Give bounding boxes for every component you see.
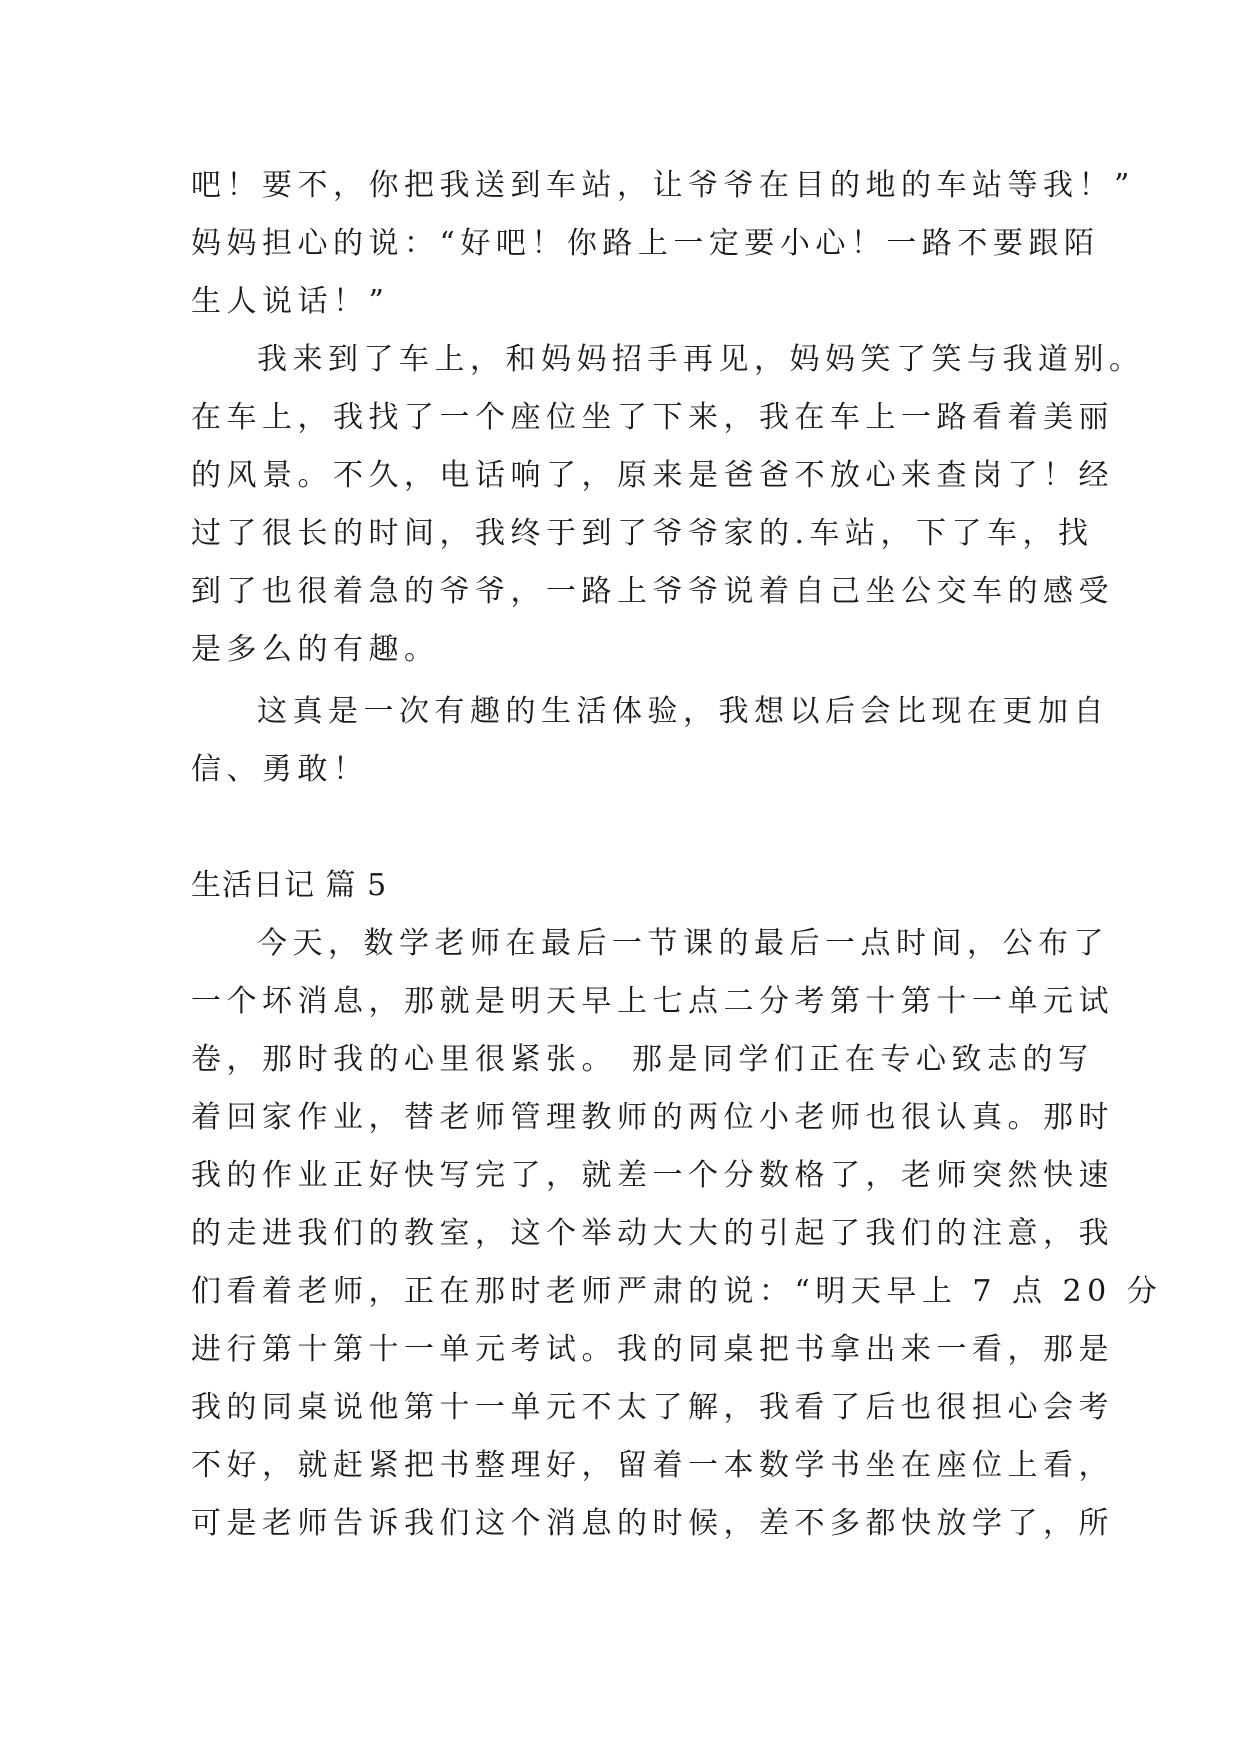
text-line: 生人说话！” — [191, 284, 390, 319]
text-line: 妈妈担心的说：“好吧！你路上一定要小心！一路不要跟陌 — [191, 226, 1100, 261]
text-line: 一个坏消息，那就是明天早上七点二分考第十第十一单元试 — [191, 984, 1114, 1019]
paragraph-conclusion — [191, 683, 1109, 799]
text-line: 不好，就赶紧把书整理好，留着一本数学书坐在座位上看， — [191, 1448, 1114, 1483]
text-line: 在车上，我找了一个座位坐了下来，我在车上一路看着美丽 — [191, 400, 1114, 435]
text-line: 着回家作业，替老师管理教师的两位小老师也很认真。那时 — [191, 1100, 1114, 1135]
text-line: 可是老师告诉我们这个消息的时候，差不多都快放学了，所 — [191, 1506, 1114, 1541]
text-line: 卷，那时我的心里很紧张。 那是同学们正在专心致志的写 — [191, 1042, 1094, 1077]
paragraph-continuation — [191, 157, 1135, 331]
text-line: 是多么的有趣。 — [191, 632, 440, 667]
text-line: 的走进我们的教室，这个举动大大的引起了我们的注意，我 — [191, 1216, 1114, 1251]
text-line: 我来到了车上，和妈妈招手再见，妈妈笑了笑与我道别。 — [257, 342, 1145, 377]
text-line: 进行第十第十一单元考试。我的同桌把书拿出来一看，那是 — [191, 1332, 1114, 1367]
text-line: 今天，数学老师在最后一节课的最后一点时间，公布了 — [257, 926, 1109, 961]
text-line: 吧！要不，你把我送到车站，让爷爷在目的地的车站等我！” — [191, 168, 1135, 203]
text-line: 我的同桌说他第十一单元不太了解，我看了后也很担心会考 — [191, 1390, 1114, 1425]
text-line: 这真是一次有趣的生活体验，我想以后会比现在更加自 — [257, 694, 1109, 729]
paragraph-bus-ride — [191, 331, 1145, 679]
paragraph-math-exam — [191, 915, 1163, 1553]
text-line: 到了也很着急的爷爷，一路上爷爷说着自己坐公交车的感受 — [191, 574, 1114, 609]
text-line: 我的作业正好快写完了，就差一个分数格了，老师突然快速 — [191, 1158, 1114, 1193]
text-line: 的风景。不久，电话响了，原来是爸爸不放心来查岗了！经 — [191, 458, 1114, 493]
text-line: 们看着老师，正在那时老师严肃的说：“明天早上 7 点 20 分 — [191, 1274, 1163, 1309]
text-line: 信、勇敢！ — [191, 752, 369, 787]
text-line: 过了很长的时间，我终于到了爷爷家的.车站，下了车，找 — [191, 516, 1094, 551]
section-title: 生活日记 篇 5 — [191, 868, 388, 903]
